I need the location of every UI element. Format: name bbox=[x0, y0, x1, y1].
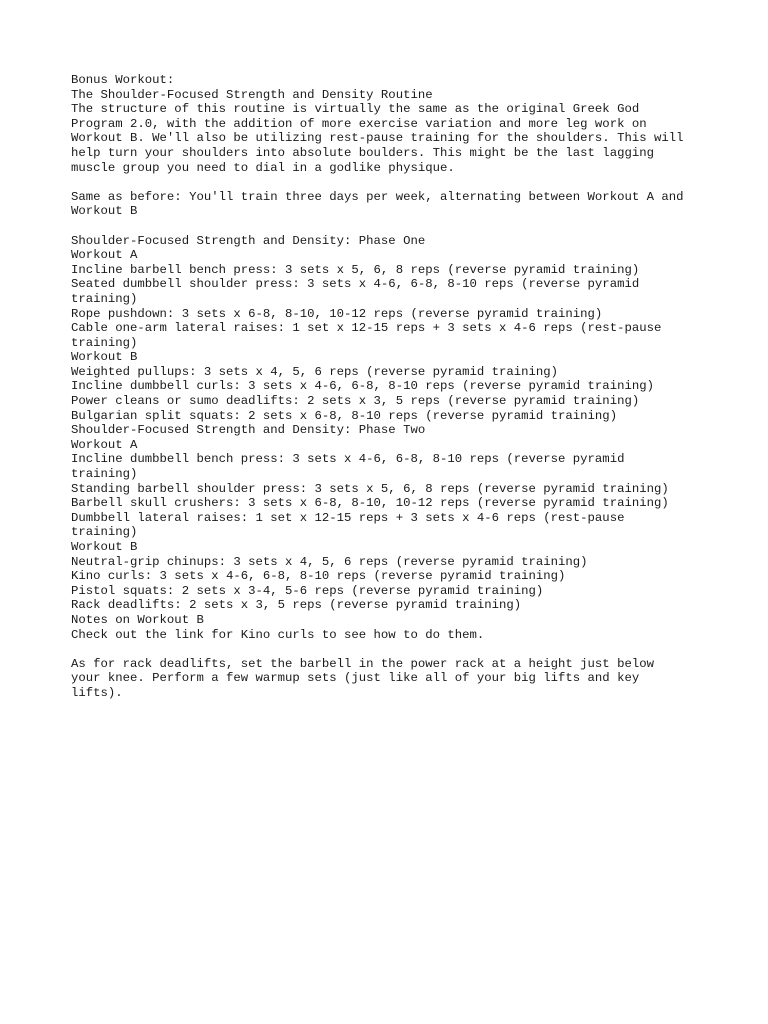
text-line bbox=[71, 175, 711, 190]
text-line: Same as before: You'll train three days per week, alternating between Workout A and bbox=[71, 189, 684, 204]
text-line: Incline barbell bench press: 3 sets x 5, 6, 8 reps (reverse pyramid training) bbox=[71, 262, 640, 277]
text-line: As for rack deadlifts, set the barbell in the power rack at a height just below bbox=[71, 656, 654, 671]
text-line: Cable one-arm lateral raises: 1 set x 12-15 reps + 3 sets x 4-6 reps (rest-pause bbox=[71, 321, 662, 336]
text-line: Weighted pullups: 3 sets x 4, 5, 6 reps (reverse pyramid training) bbox=[71, 364, 559, 379]
text-line: help turn your shoulders into absolute boulders. This might be the last lagging bbox=[71, 145, 654, 160]
text-line: Workout B bbox=[71, 350, 138, 365]
text-line: Notes on Workout B bbox=[71, 612, 204, 627]
text-line: Barbell skull crushers: 3 sets x 6-8, 8-10, 10-12 reps (reverse pyramid training) bbox=[71, 496, 669, 511]
text-line bbox=[71, 219, 711, 234]
text-line: muscle group you need to dial in a godlike physique. bbox=[71, 160, 455, 175]
text-line: Rope pushdown: 3 sets x 6-8, 8-10, 10-12 reps (reverse pyramid training) bbox=[71, 306, 603, 321]
text-line: Power cleans or sumo deadlifts: 2 sets x 3, 5 reps (reverse pyramid training) bbox=[71, 394, 640, 409]
text-line: Workout A bbox=[71, 437, 138, 452]
text-line bbox=[71, 642, 711, 657]
text-line: Pistol squats: 2 sets x 3-4, 5-6 reps (reverse pyramid training) bbox=[71, 583, 544, 598]
text-line: The structure of this routine is virtually the same as the original Greek God bbox=[71, 102, 640, 117]
text-line: Bonus Workout: bbox=[71, 73, 175, 87]
text-line: Shoulder-Focused Strength and Density: Phase One bbox=[71, 233, 426, 248]
text-line: Program 2.0, with the addition of more exercise variation and more leg work on bbox=[71, 116, 647, 131]
text-line: training) bbox=[71, 525, 138, 540]
text-line: Incline dumbbell bench press: 3 sets x 4-6, 6-8, 8-10 reps (reverse pyramid bbox=[71, 452, 625, 467]
text-line: Workout B bbox=[71, 540, 138, 554]
text-line: Dumbbell lateral raises: 1 set x 12-15 reps + 3 sets x 4-6 reps (rest-pause bbox=[71, 510, 625, 525]
text-line: lifts). bbox=[71, 685, 123, 700]
text-line: Seated dumbbell shoulder press: 3 sets x 4-6, 6-8, 8-10 reps (reverse pyramid bbox=[71, 277, 640, 292]
text-line: training) bbox=[71, 291, 138, 306]
text-line: Bulgarian split squats: 2 sets x 6-8, 8-10 reps (reverse pyramid training) bbox=[71, 408, 618, 423]
text-line: Standing barbell shoulder press: 3 sets x 5, 6, 8 reps (reverse pyramid training) bbox=[71, 481, 669, 496]
text-line: Rack deadlifts: 2 sets x 3, 5 reps (reverse pyramid training) bbox=[71, 598, 522, 613]
text-line: The Shoulder-Focused Strength and Density Routine bbox=[71, 87, 433, 102]
text-line: Workout B bbox=[71, 204, 138, 219]
text-line: your knee. Perform a few warmup sets (just like all of your big lifts and key bbox=[71, 671, 640, 686]
text-line: Kino curls: 3 sets x 4-6, 6-8, 8-10 reps (reverse pyramid training) bbox=[71, 569, 566, 584]
text-line: Workout B. We'll also be utilizing rest-pause training for the shoulders. This will bbox=[71, 131, 684, 146]
text-line: Check out the link for Kino curls to see how to do them. bbox=[71, 627, 485, 642]
text-line: Neutral-grip chinups: 3 sets x 4, 5, 6 reps (reverse pyramid training) bbox=[71, 554, 588, 569]
document-body bbox=[71, 73, 711, 701]
text-line: training) bbox=[71, 467, 138, 482]
text-line: Incline dumbbell curls: 3 sets x 4-6, 6-8, 8-10 reps (reverse pyramid training) bbox=[71, 379, 654, 394]
text-line: Workout A bbox=[71, 248, 138, 263]
text-line: training) bbox=[71, 335, 138, 350]
text-line: Shoulder-Focused Strength and Density: Phase Two bbox=[71, 423, 426, 438]
